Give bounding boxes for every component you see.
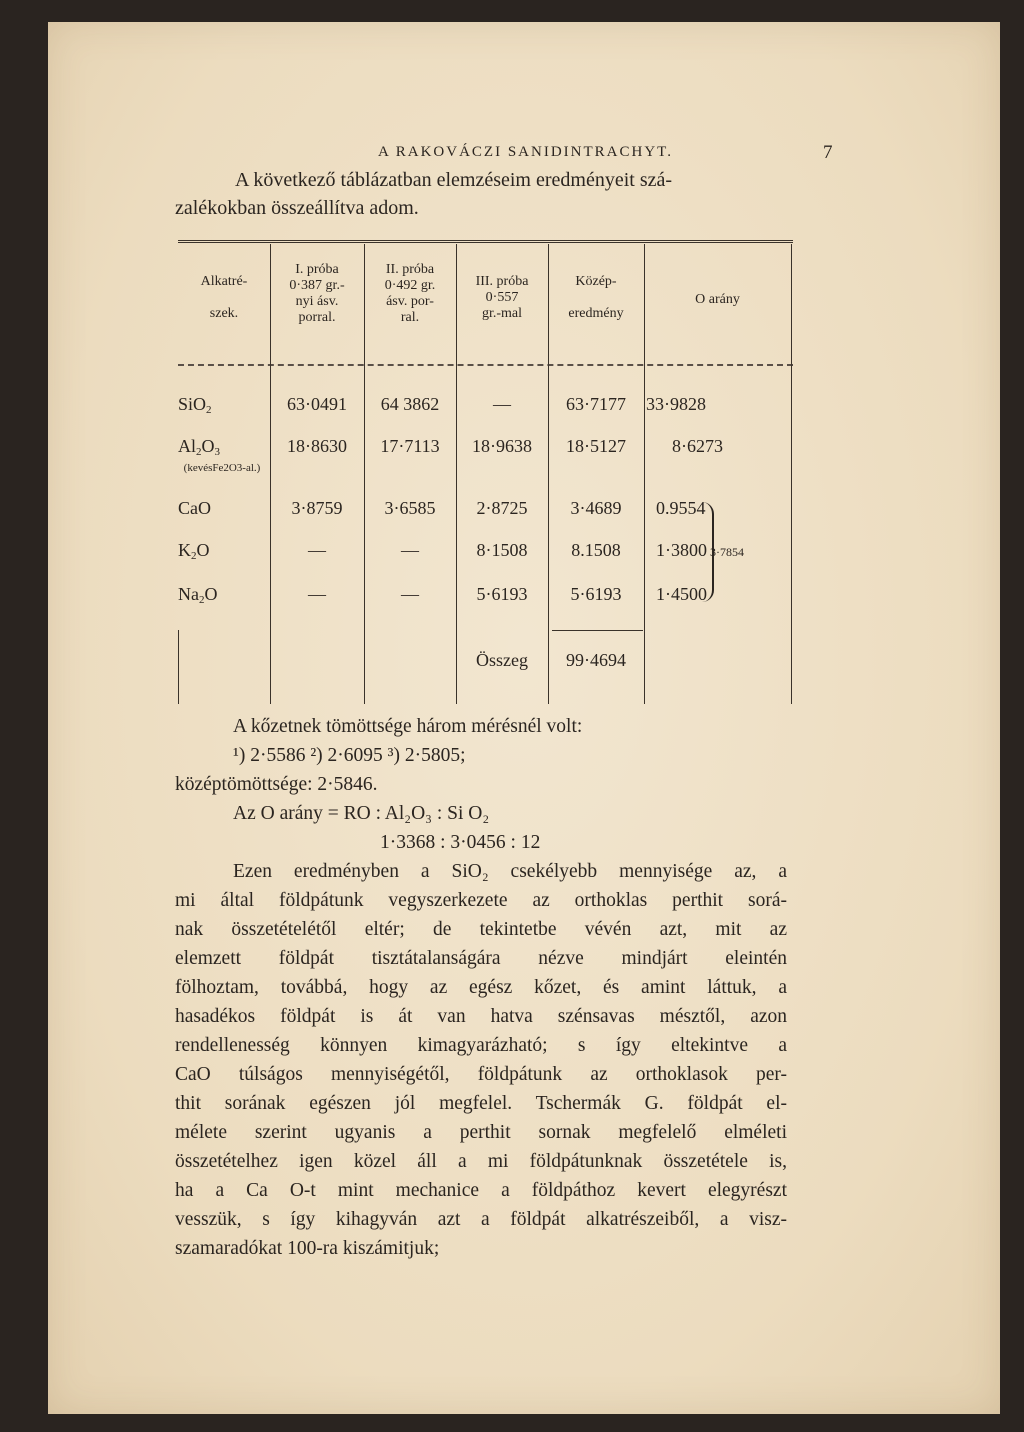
table-cell: 8·6273 <box>672 436 723 456</box>
analysis-table <box>178 240 793 705</box>
table-cell: 1·3800 <box>656 540 707 560</box>
text-line: CaO túlságos mennyiségétől, földpátunk az orthoklasok per- <box>175 1064 787 1085</box>
intro-paragraph <box>175 166 795 222</box>
col-divider <box>644 244 645 704</box>
text-line: ¹) 2·5586 ²) 2·6095 ³) 2·5805; <box>233 745 466 766</box>
text-line: Az O arány = RO : Al₂O₃ : Si O₂ <box>233 803 490 824</box>
text-line: rendellenesség könnyen kimagyarázható; s így eltekintve a <box>175 1035 787 1056</box>
text-line: mi által földpátunk vegyszerkezete az orthoklas perthit sorá- <box>175 890 787 911</box>
body-text <box>175 712 787 1263</box>
text-line: 1·3368 : 3·0456 : 12 <box>380 832 541 853</box>
header-proba-3: III. próba 0·557 gr.-mal <box>475 274 529 321</box>
text-line: középtömöttsége: 2·5846. <box>175 774 378 795</box>
table-cell: 8·1508 <box>476 540 528 560</box>
text-line: Ezen eredményben a SiO₂ csekélyebb mennyisége az, a <box>233 861 787 882</box>
text-line: hasadékos földpát is át van hatva szénsavas mésztől, azon <box>175 1006 787 1027</box>
component-na2o: $Na_2O$ <box>178 584 218 606</box>
table-cell: 17·7113 <box>380 436 440 456</box>
text-line: fölhoztam, továbbá, hogy az egész kőzet, és amint láttuk, a <box>175 977 787 998</box>
component-k2o: $K_2O$ <box>178 540 210 562</box>
running-head: A RAKOVÁCZI SANIDINTRACHYT. <box>378 144 673 160</box>
table-cell: 1·4500 <box>656 584 707 604</box>
col-divider <box>178 630 179 704</box>
component-sio2: SiO$_2$ <box>178 394 212 416</box>
header-o-arany: O arány <box>695 292 740 307</box>
intro-line: A következő táblázatban elemzéseim eredményeit szá- <box>235 169 673 191</box>
table-cell: 33·9828 <box>646 394 706 414</box>
header-kozep: Közép- eredmény <box>568 274 624 321</box>
text-line: A kőzetnek tömöttsége három mérésnél volt: <box>233 716 583 737</box>
table-cell: 18·9638 <box>472 436 532 456</box>
component-cao: CaO <box>178 498 211 518</box>
table-cell: — <box>308 584 326 604</box>
table-cell: 18·8630 <box>287 436 347 456</box>
table-cell: — <box>308 540 326 560</box>
fe2o3-note: (kevésFe2O3-al.) <box>183 462 261 474</box>
header-proba-2: II. próba 0·492 gr. ásv. por- ral. <box>384 262 436 325</box>
table-cell: 18·5127 <box>566 436 626 456</box>
intro-line: zalékokban összeállítva adom. <box>175 197 419 219</box>
table-cell: 3·6585 <box>384 498 436 518</box>
table-cell: 5·6193 <box>476 584 528 604</box>
text-line: mélete szerint ugyanis a perthit sornak megfelelő elméleti <box>175 1122 787 1143</box>
table-top-rule <box>178 240 793 243</box>
text-line: ha a Ca O-t mint mechanice a földpáthoz kevert elegyrészt <box>175 1180 787 1201</box>
table-cell: 63·7177 <box>566 394 626 414</box>
table-cell: 64 3862 <box>380 394 440 414</box>
table-cell: 2·8725 <box>476 498 528 518</box>
text-line: összetételhez igen közel áll a mi földpátunknak összetétele is, <box>175 1151 787 1172</box>
text-line: vesszük, s így kihagyván azt a földpát alkatrészeiből, a visz- <box>175 1209 787 1230</box>
text-line: elemzett földpát tisztátalanságára nézve mindjárt eleintén <box>175 948 787 969</box>
text-line: thit sorának egészen jól megfelel. Tschermák G. földpát el- <box>175 1093 787 1114</box>
col-divider <box>791 244 792 704</box>
table-cell: 3·4689 <box>570 498 622 518</box>
page-number: 7 <box>823 142 833 163</box>
text-line: szamaradókat 100-ra kiszámitjuk; <box>175 1238 440 1259</box>
component-al2o3: $Al_2O_3$ <box>178 436 220 458</box>
table-cell: — <box>493 394 511 414</box>
table-cell: — <box>401 540 419 560</box>
sum-value: 99·4694 <box>566 650 626 670</box>
table-cell: — <box>401 584 419 604</box>
header-proba-1: I. próba 0·387 gr.- nyi ásv. porral. <box>289 262 345 325</box>
sum-label: Összeg <box>476 650 528 670</box>
header-alkatreszek: Alkatré- szek. <box>200 274 248 321</box>
table-cell: 8.1508 <box>571 540 621 560</box>
table-cell: 0.9554 <box>656 498 706 518</box>
table-cell: 5·6193 <box>570 584 622 604</box>
brace-total: 3·7854 <box>710 545 744 559</box>
table-cell: 63·0491 <box>287 394 347 414</box>
sum-rule <box>552 630 643 631</box>
text-line: nak összetételétől eltér; de tekintetbe vévén azt, mit az <box>175 919 787 940</box>
table-cell: 3·8759 <box>291 498 343 518</box>
